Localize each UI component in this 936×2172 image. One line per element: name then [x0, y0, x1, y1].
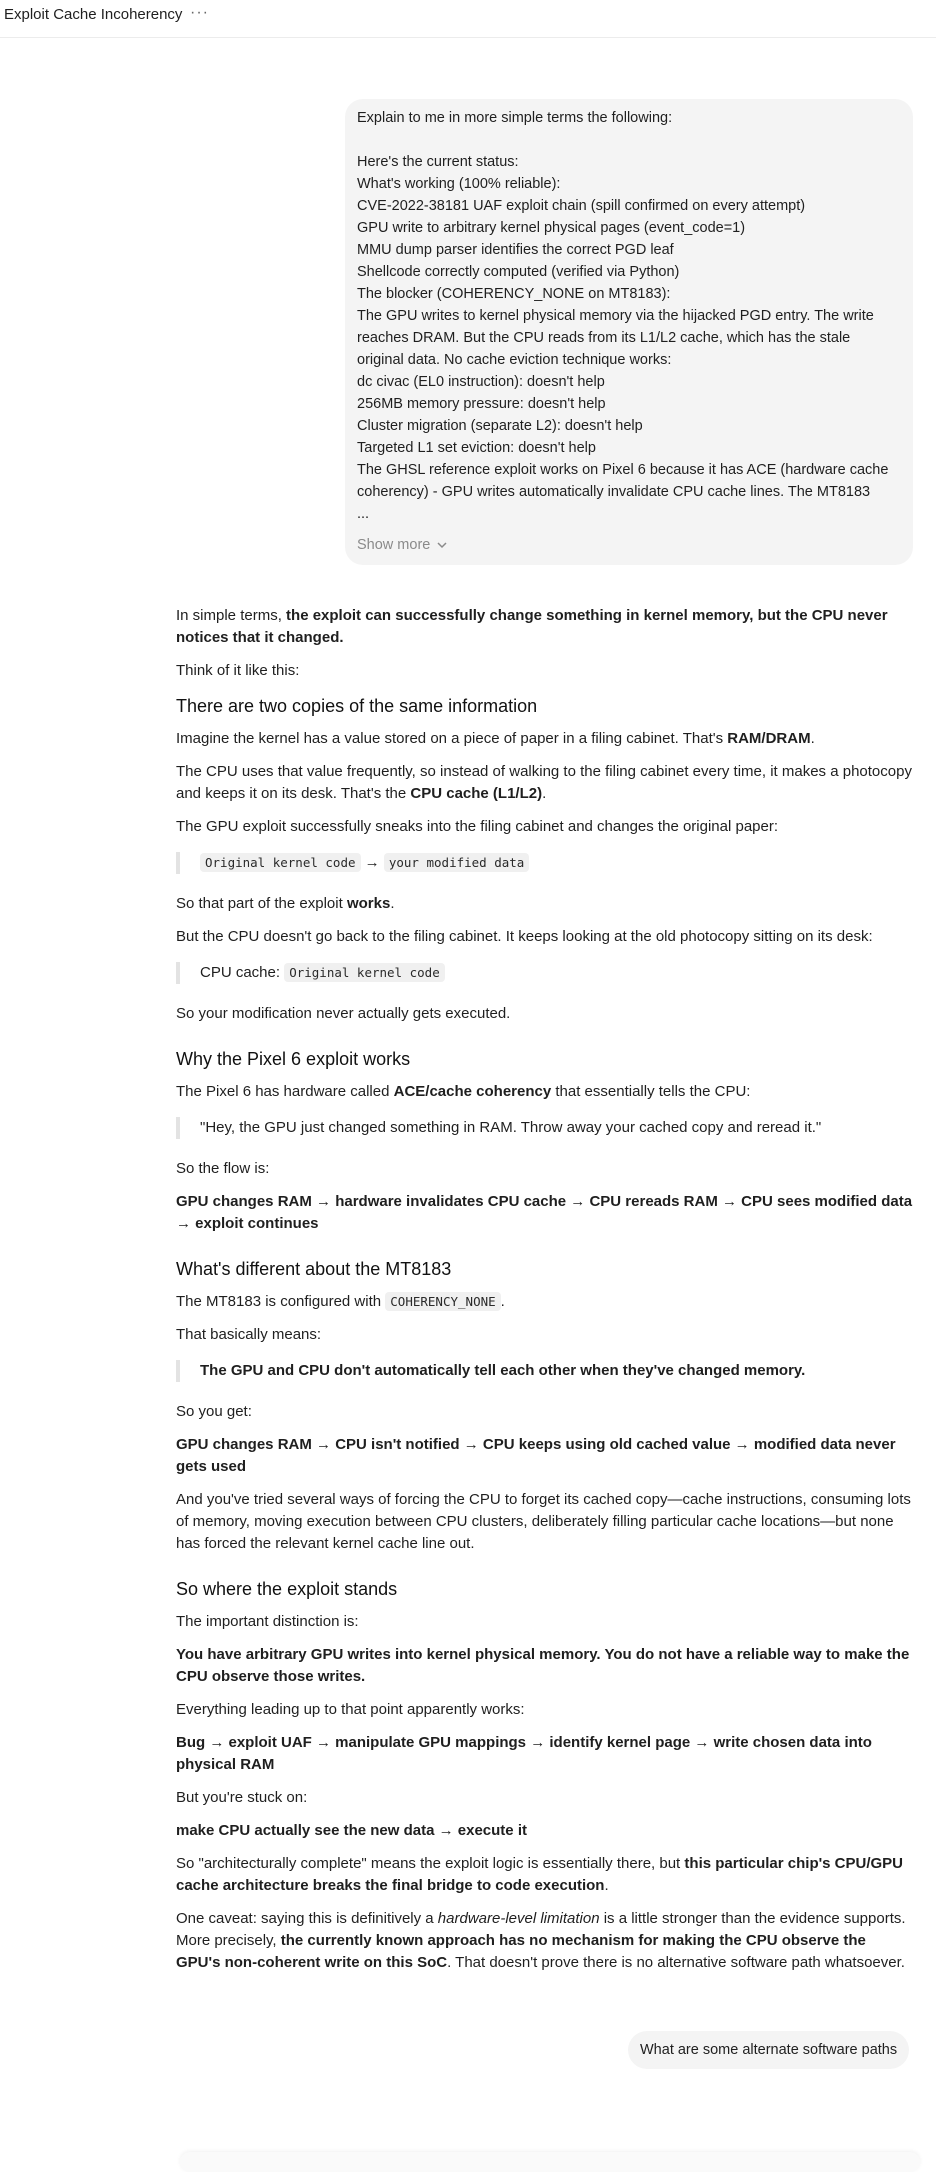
heading-where-stands: So where the exploit stands	[176, 1579, 398, 1599]
paragraph-works: So that part of the exploit works.	[176, 895, 395, 912]
user-message-line: The GHSL reference exploit works on Pixel 6 because it has ACE (hardware cache	[357, 462, 889, 478]
code-coherency-none: COHERENCY_NONE	[385, 1292, 500, 1311]
heading-pixel6: Why the Pixel 6 exploit works	[176, 1049, 411, 1069]
user-message-line: Here's the current status:	[357, 154, 519, 170]
code-modified-data: your modified data	[384, 853, 529, 872]
paragraph-bug-chain: Bug → exploit UAF → manipulate GPU mappings → identify kernel page → write chosen data into physical RAM	[176, 1734, 872, 1773]
blockquote-no-tell: The GPU and CPU don't automatically tell each other when they've changed memory.	[176, 1360, 914, 1382]
paragraph-architecturally: So "architecturally complete" means the exploit logic is essentially there, but this particular chip's CPU/GPU cache architecture breaks the final bridge to code execution.	[176, 1855, 904, 1894]
user-message-line: What's working (100% reliable):	[357, 176, 561, 192]
paragraph-photocopy: But the CPU doesn't go back to the filing cabinet. It keeps looking at the old photocopy sitting on its desk:	[176, 928, 873, 945]
blockquote-cpu-cache: CPU cache: Original kernel code	[176, 962, 914, 984]
heading-two-copies: There are two copies of the same information	[176, 696, 538, 716]
blockquote-modified-data: Original kernel code → your modified data	[176, 852, 914, 874]
user-message-line: Explain to me in more simple terms the following:	[357, 110, 673, 126]
user-message-line: Cluster migration (separate L2): doesn't help	[357, 418, 643, 434]
paragraph-you-get: So you get:	[176, 1403, 252, 1420]
paragraph-ram: Imagine the kernel has a value stored on a piece of paper in a filing cabinet. That's RAM/DRAM.	[176, 730, 815, 747]
paragraph-make-cpu: make CPU actually see the new data → execute it	[176, 1822, 527, 1839]
user-message-text	[357, 107, 901, 525]
paragraph-distinction: The important distinction is:	[176, 1613, 359, 1630]
user-message-line: MMU dump parser identifies the correct PGD leaf	[357, 242, 674, 258]
paragraph-flow: So the flow is:	[176, 1160, 270, 1177]
paragraph-tried: And you've tried several ways of forcing the CPU to forget its cached copy—cache instructions, consuming lots of memory, moving execution between CPU clusters, deliberately filling particular cache locations—but none has forced the relevant kernel cache line out.	[176, 1491, 911, 1552]
code-cpu-cache: Original kernel code	[284, 963, 445, 982]
show-more-label: Show more	[357, 537, 431, 553]
user-message-line: GPU write to arbitrary kernel physical pages (event_code=1)	[357, 220, 746, 236]
paragraph-never-executed: So your modification never actually gets executed.	[176, 1005, 511, 1022]
paragraph-basically: That basically means:	[176, 1326, 322, 1343]
composer-input[interactable]	[180, 2152, 920, 2172]
user-message-line: ...	[357, 506, 370, 522]
user-message-line: dc civac (EL0 instruction): doesn't help	[357, 374, 605, 390]
top-bar	[0, 0, 936, 38]
user-message-line	[357, 129, 901, 151]
blockquote-hey-gpu: "Hey, the GPU just changed something in RAM. Throw away your cached copy and reread it."	[176, 1117, 914, 1139]
user-message-bubble	[345, 99, 913, 565]
paragraph-flow-steps: GPU changes RAM → hardware invalidates CPU cache → CPU rereads RAM → CPU sees modified data → exploit continues	[176, 1193, 913, 1232]
user-message-line: original data. No cache eviction technique works:	[357, 352, 672, 368]
paragraph-pixel6: The Pixel 6 has hardware called ACE/cache coherency that essentially tells the CPU:	[176, 1083, 751, 1100]
user-message-line: reaches DRAM. But the CPU reads from its L1/L2 cache, which has the stale	[357, 330, 851, 346]
user-message-line: 256MB memory pressure: doesn't help	[357, 396, 606, 412]
paragraph-gpu-sneaks: The GPU exploit successfully sneaks into the filing cabinet and changes the original paper:	[176, 818, 779, 835]
code-original-kernel: Original kernel code	[200, 853, 361, 872]
more-options-icon[interactable]: ···	[190, 4, 209, 21]
user-message-line: CVE-2022-38181 UAF exploit chain (spill confirmed on every attempt)	[357, 198, 806, 214]
paragraph-caveat: One caveat: saying this is definitively a hardware-level limitation is a little stronger than the evidence supports. More precisely, the currently known approach has no mechanism for making the CPU observe the GPU's non-coherent write on this SoC. That doesn't prove there is no alternative software path whatsoever.	[176, 1910, 906, 1971]
conversation-title[interactable]: Exploit Cache Incoherency	[4, 6, 183, 23]
user-message-line: coherency) - GPU writes automatically invalidate CPU cache lines. The MT8183	[357, 484, 871, 500]
paragraph-not-notified: GPU changes RAM → CPU isn't notified → CPU keeps using old cached value → modified data never gets used	[176, 1436, 896, 1475]
user-message-line: The GPU writes to kernel physical memory via the hijacked PGD entry. The write	[357, 308, 874, 324]
intro-paragraph: In simple terms, the exploit can successfully change something in kernel memory, but the CPU never notices that it changed.	[176, 607, 888, 646]
paragraph-cpu-cache: The CPU uses that value frequently, so instead of walking to the filing cabinet every time, it makes a photocopy and keeps it on its desk. That's the CPU cache (L1/L2).	[176, 763, 912, 802]
chevron-down-icon	[436, 539, 448, 551]
paragraph-leading-up: Everything leading up to that point apparently works:	[176, 1701, 525, 1718]
assistant-response	[176, 605, 914, 1985]
user-message-line: The blocker (COHERENCY_NONE on MT8183):	[357, 286, 671, 302]
paragraph-arbitrary-writes: You have arbitrary GPU writes into kernel physical memory. You do not have a reliable way to make the CPU observe those writes.	[176, 1646, 910, 1685]
paragraph-stuck: But you're stuck on:	[176, 1789, 308, 1806]
think-paragraph: Think of it like this:	[176, 662, 300, 679]
paragraph-configured: The MT8183 is configured with COHERENCY_NONE .	[176, 1293, 505, 1310]
followup-message-bubble: What are some alternate software paths	[628, 2031, 909, 2069]
heading-mt8183: What's different about the MT8183	[176, 1259, 452, 1279]
user-message-line: Targeted L1 set eviction: doesn't help	[357, 440, 596, 456]
user-message-line: Shellcode correctly computed (verified via Python)	[357, 264, 680, 280]
show-more-button[interactable]	[357, 534, 448, 556]
